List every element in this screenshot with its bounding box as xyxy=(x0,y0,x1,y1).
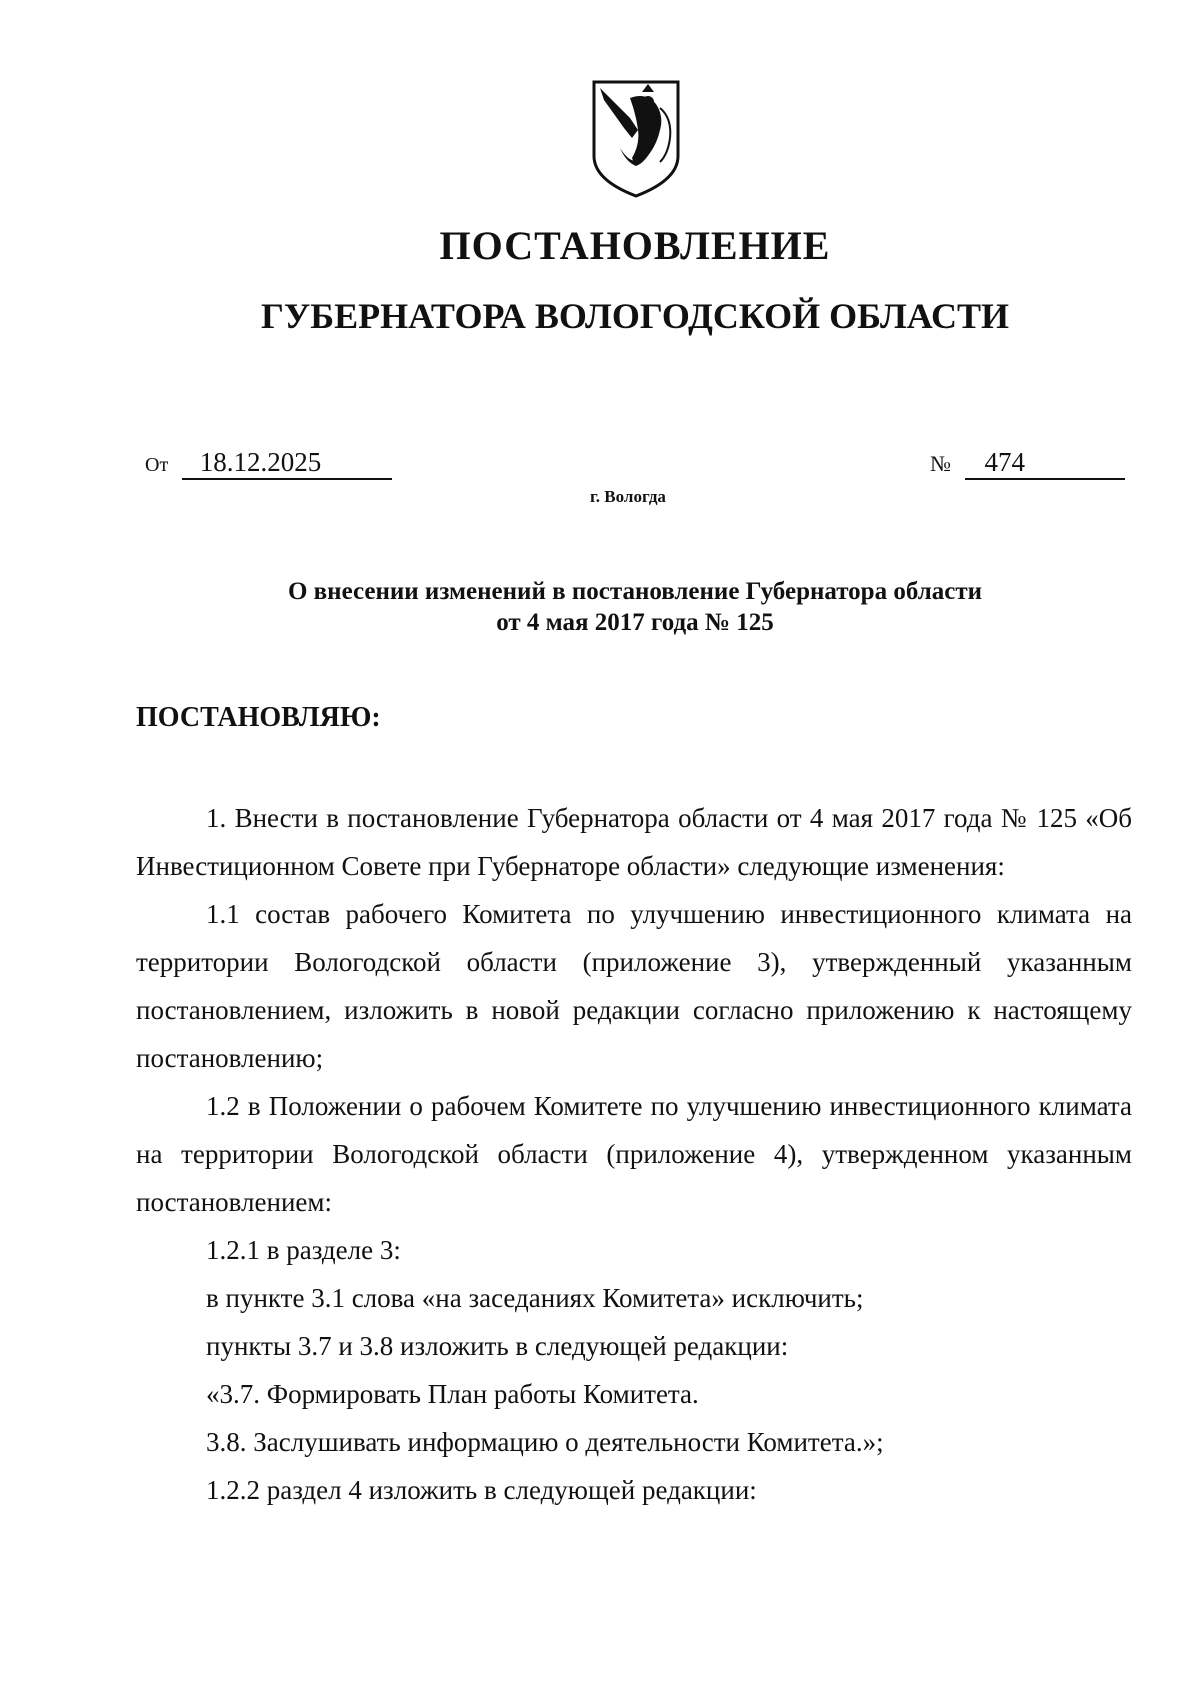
document-number: 474 xyxy=(965,447,1125,480)
number-sign: № xyxy=(930,451,951,476)
paragraph: пункты 3.7 и 3.8 изложить в следующей редакции: xyxy=(206,1331,789,1361)
decree-word: ПОСТАНОВЛЯЮ: xyxy=(136,702,381,733)
subject-line-1: О внесении изменений в постановление Губернатора области xyxy=(287,578,983,605)
date-prefix: От xyxy=(145,454,169,476)
paragraph: 3.8. Заслушивать информацию о деятельности Комитета.»; xyxy=(206,1427,884,1457)
subject-heading xyxy=(0,576,1200,638)
coat-of-arms-emblem xyxy=(590,78,682,200)
paragraph: в пункте 3.1 слова «на заседаниях Комитета» исключить; xyxy=(206,1283,864,1313)
subject-line-2: от 4 мая 2017 года № 125 xyxy=(496,609,774,636)
document-title: ПОСТАНОВЛЕНИЕ xyxy=(439,223,831,268)
document-date: 18.12.2025 xyxy=(182,447,392,480)
paragraph: 1.2.1 в разделе 3: xyxy=(206,1235,401,1265)
city-label: г. Вологда xyxy=(590,487,666,506)
number-field xyxy=(930,447,1125,480)
paragraph: «3.7. Формировать План работы Комитета. xyxy=(206,1379,699,1409)
date-field xyxy=(145,447,392,480)
paragraph: 1.2 в Положении о рабочем Комитете по улучшению инвестиционного климата на территории Вологодской области (приложение 4), утвержденном указанным постановлением: xyxy=(136,1091,1132,1217)
paragraph: 1. Внести в постановление Губернатора области от 4 мая 2017 года № 125 «Об Инвестиционном Совете при Губернаторе области» следующие изменения: xyxy=(136,803,1132,881)
document-body xyxy=(136,794,1132,1514)
issuing-authority: ГУБЕРНАТОРА ВОЛОГОДСКОЙ ОБЛАСТИ xyxy=(260,296,1010,336)
paragraph: 1.1 состав рабочего Комитета по улучшению инвестиционного климата на территории Вологодской области (приложение 3), утвержденный указанным постановлением, изложить в новой редакции согласно приложению к настоящему постановлению; xyxy=(136,899,1132,1073)
paragraph: 1.2.2 раздел 4 изложить в следующей редакции: xyxy=(206,1475,757,1505)
